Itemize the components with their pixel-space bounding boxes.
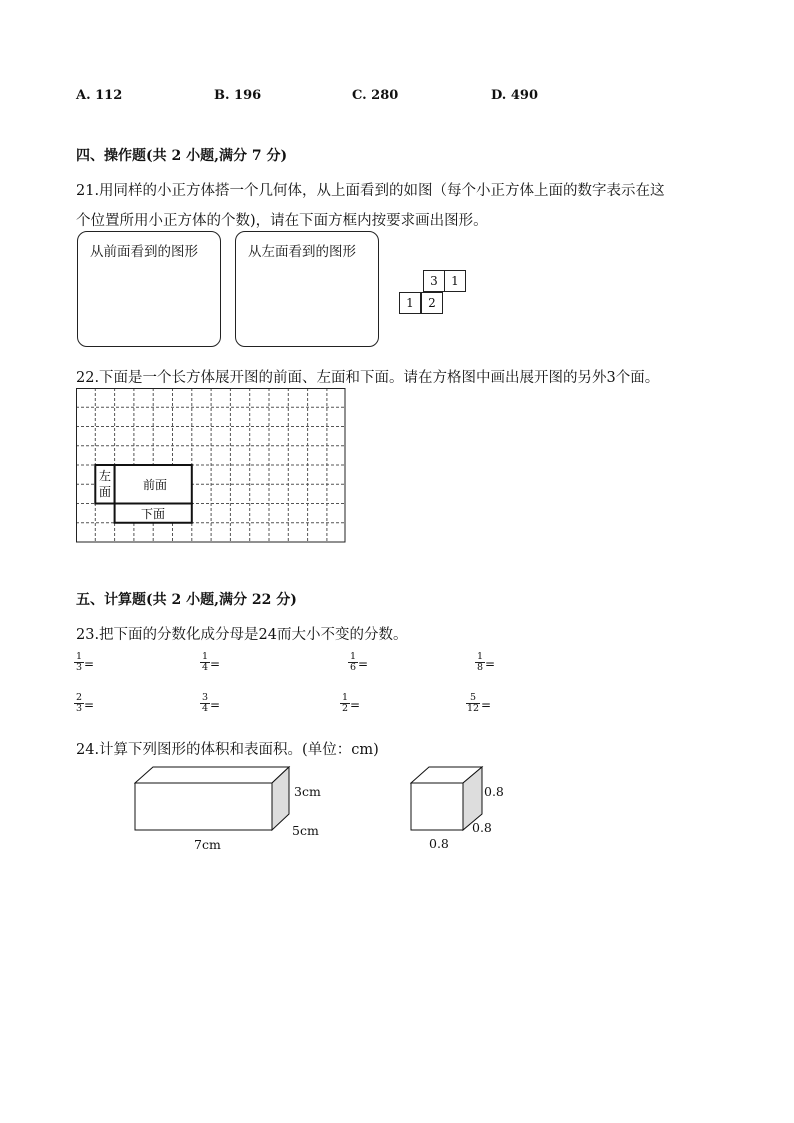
top-view-cell: 3 xyxy=(423,270,445,292)
choice-d: D. 490 xyxy=(491,88,538,103)
q24-text: 24.计算下列图形的体积和表面积。(单位：cm) xyxy=(76,742,379,758)
q22-text: 22.下面是一个长方体展开图的前面、左面和下面。请在方格图中画出展开图的另外3个面。 xyxy=(76,370,660,386)
fraction: $\frac{1}{6}$ xyxy=(349,651,357,673)
cuboid-height-label: 3cm xyxy=(294,784,321,799)
q21-line1: 21.用同样的小正方体搭一个几何体，从上面看到的如图（每个小正方体上面的数字表示在这 xyxy=(76,183,665,199)
cube-depth-label: 0.8 xyxy=(472,820,492,835)
equals-sign: = xyxy=(358,657,369,671)
cube-bottom-label: 0.8 xyxy=(429,836,449,851)
choice-a: A. 112 xyxy=(76,88,123,103)
equals-sign: = xyxy=(485,657,496,671)
cuboid-length-label: 7cm xyxy=(194,837,221,852)
top-view-cell: 2 xyxy=(421,292,443,314)
front-view-box xyxy=(77,231,221,347)
cuboid-figure xyxy=(134,766,294,832)
choice-b: B. 196 xyxy=(214,88,262,103)
front-face-label: 前面 xyxy=(142,478,168,492)
fraction: $\frac{3}{4}$ xyxy=(201,692,209,714)
equals-sign: = xyxy=(210,657,221,671)
top-view-cell: 1 xyxy=(444,270,466,292)
section-4-title: 四、操作题(共 2 小题,满分 7 分) xyxy=(76,148,288,164)
equals-sign: = xyxy=(481,698,492,712)
fraction: $\frac{1}{4}$ xyxy=(201,651,209,673)
fraction: $\frac{1}{8}$ xyxy=(476,651,484,673)
cube-right-label: 0.8 xyxy=(484,784,504,799)
equals-sign: = xyxy=(350,698,361,712)
front-view-label: 从前面看到的图形 xyxy=(90,244,198,260)
bottom-face-label: 下面 xyxy=(140,507,166,521)
left-face-label-1: 左 xyxy=(98,469,112,483)
equals-sign: = xyxy=(210,698,221,712)
fraction: $\frac{5}{12}$ xyxy=(466,692,480,714)
cuboid-depth-label: 5cm xyxy=(292,823,319,838)
left-face-label-2: 面 xyxy=(98,485,112,499)
fraction: $\frac{2}{3}$ xyxy=(75,692,83,714)
choice-c: C. 280 xyxy=(352,88,399,103)
q23-text: 23.把下面的分数化成分母是24而大小不变的分数。 xyxy=(76,627,408,643)
left-view-box xyxy=(235,231,379,347)
equals-sign: = xyxy=(84,657,95,671)
left-view-label: 从左面看到的图形 xyxy=(248,244,356,260)
fraction: $\frac{1}{2}$ xyxy=(341,692,349,714)
fraction: $\frac{1}{3}$ xyxy=(75,651,83,673)
equals-sign: = xyxy=(84,698,95,712)
q21-line2: 个位置所用小正方体的个数)，请在下面方框内按要求画出图形。 xyxy=(76,213,488,229)
net-grid xyxy=(76,388,346,544)
section-5-title: 五、计算题(共 2 小题,满分 22 分) xyxy=(76,592,297,608)
top-view-cell: 1 xyxy=(399,292,421,314)
